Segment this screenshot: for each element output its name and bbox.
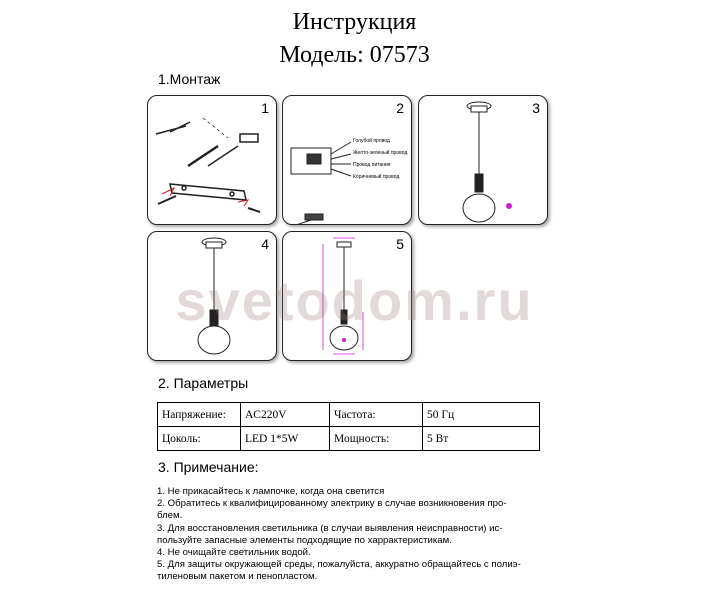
- svg-text:Провод питания: Провод питания: [353, 162, 391, 168]
- table-cell: LED 1*5W: [241, 427, 330, 451]
- table-cell: Цоколь:: [158, 427, 241, 451]
- document-title: Инструкция: [292, 9, 417, 35]
- section-notes-heading: 3. Примечание:: [158, 459, 259, 475]
- table-cell: 5 Вт: [423, 427, 540, 451]
- note-line: блем.: [157, 510, 183, 522]
- table-cell: Мощность:: [330, 427, 423, 451]
- table-row: [158, 403, 540, 427]
- installed-lamp-illustration: [148, 232, 276, 360]
- dimensions-illustration: [283, 232, 411, 360]
- note-line: пользуйте запасные элементы подходящие по харрактеристикам.: [157, 534, 452, 546]
- svg-text:Коричневый провод: Коричневый провод: [353, 174, 400, 180]
- wiring-diagram-illustration: [283, 96, 411, 224]
- notes-list: [157, 486, 557, 584]
- mounting-step-1-panel: [147, 95, 277, 225]
- note-line: 2. Обратитесь к квалифицированному электрику в случае возникновения про-: [157, 498, 507, 510]
- mounting-step-4-panel: [147, 231, 277, 361]
- mounting-step-3-panel: [418, 95, 548, 225]
- step-number: 3: [532, 100, 540, 116]
- table-row: [158, 427, 540, 451]
- step-number: 1: [261, 100, 269, 116]
- table-cell: 50 Гц: [423, 403, 540, 427]
- table-cell: AC220V: [241, 403, 330, 427]
- step-number: 5: [396, 236, 404, 252]
- note-line: 3. Для восстановления светильника (в случаи выявления неисправности) ис-: [157, 522, 503, 534]
- mounting-step-2-panel: [282, 95, 412, 225]
- table-cell: Частота:: [330, 403, 423, 427]
- watermark: svetodom.ru: [175, 269, 534, 332]
- parameters-table: [157, 402, 540, 451]
- svg-text:Голубой провод: Голубой провод: [353, 138, 390, 144]
- mounting-step-5-panel: [282, 231, 412, 361]
- table-cell: Напряжение:: [158, 403, 241, 427]
- screw-bracket-illustration: [148, 96, 276, 224]
- section-parameters-heading: 2. Параметры: [158, 375, 249, 391]
- note-line: тиленовым пакетом и пенопластом.: [157, 571, 318, 583]
- model-number: Модель: 07573: [279, 42, 430, 68]
- note-line: 5. Для защиты окружающей среды, пожалуйста, аккуратно обращайтесь с полиэ-: [157, 559, 521, 571]
- section-mounting-heading: 1.Монтаж: [158, 71, 221, 87]
- note-line: 1. Не прикасайтесь к лампочке, когда она светится: [157, 486, 385, 497]
- note-line: 4. Не очищайте светильник водой.: [157, 547, 311, 559]
- step-number: 4: [261, 236, 269, 252]
- pendant-lamp-illustration: [419, 96, 547, 224]
- svg-text:Желто-зеленый провод: Желто-зеленый провод: [353, 150, 408, 156]
- step-number: 2: [396, 100, 404, 116]
